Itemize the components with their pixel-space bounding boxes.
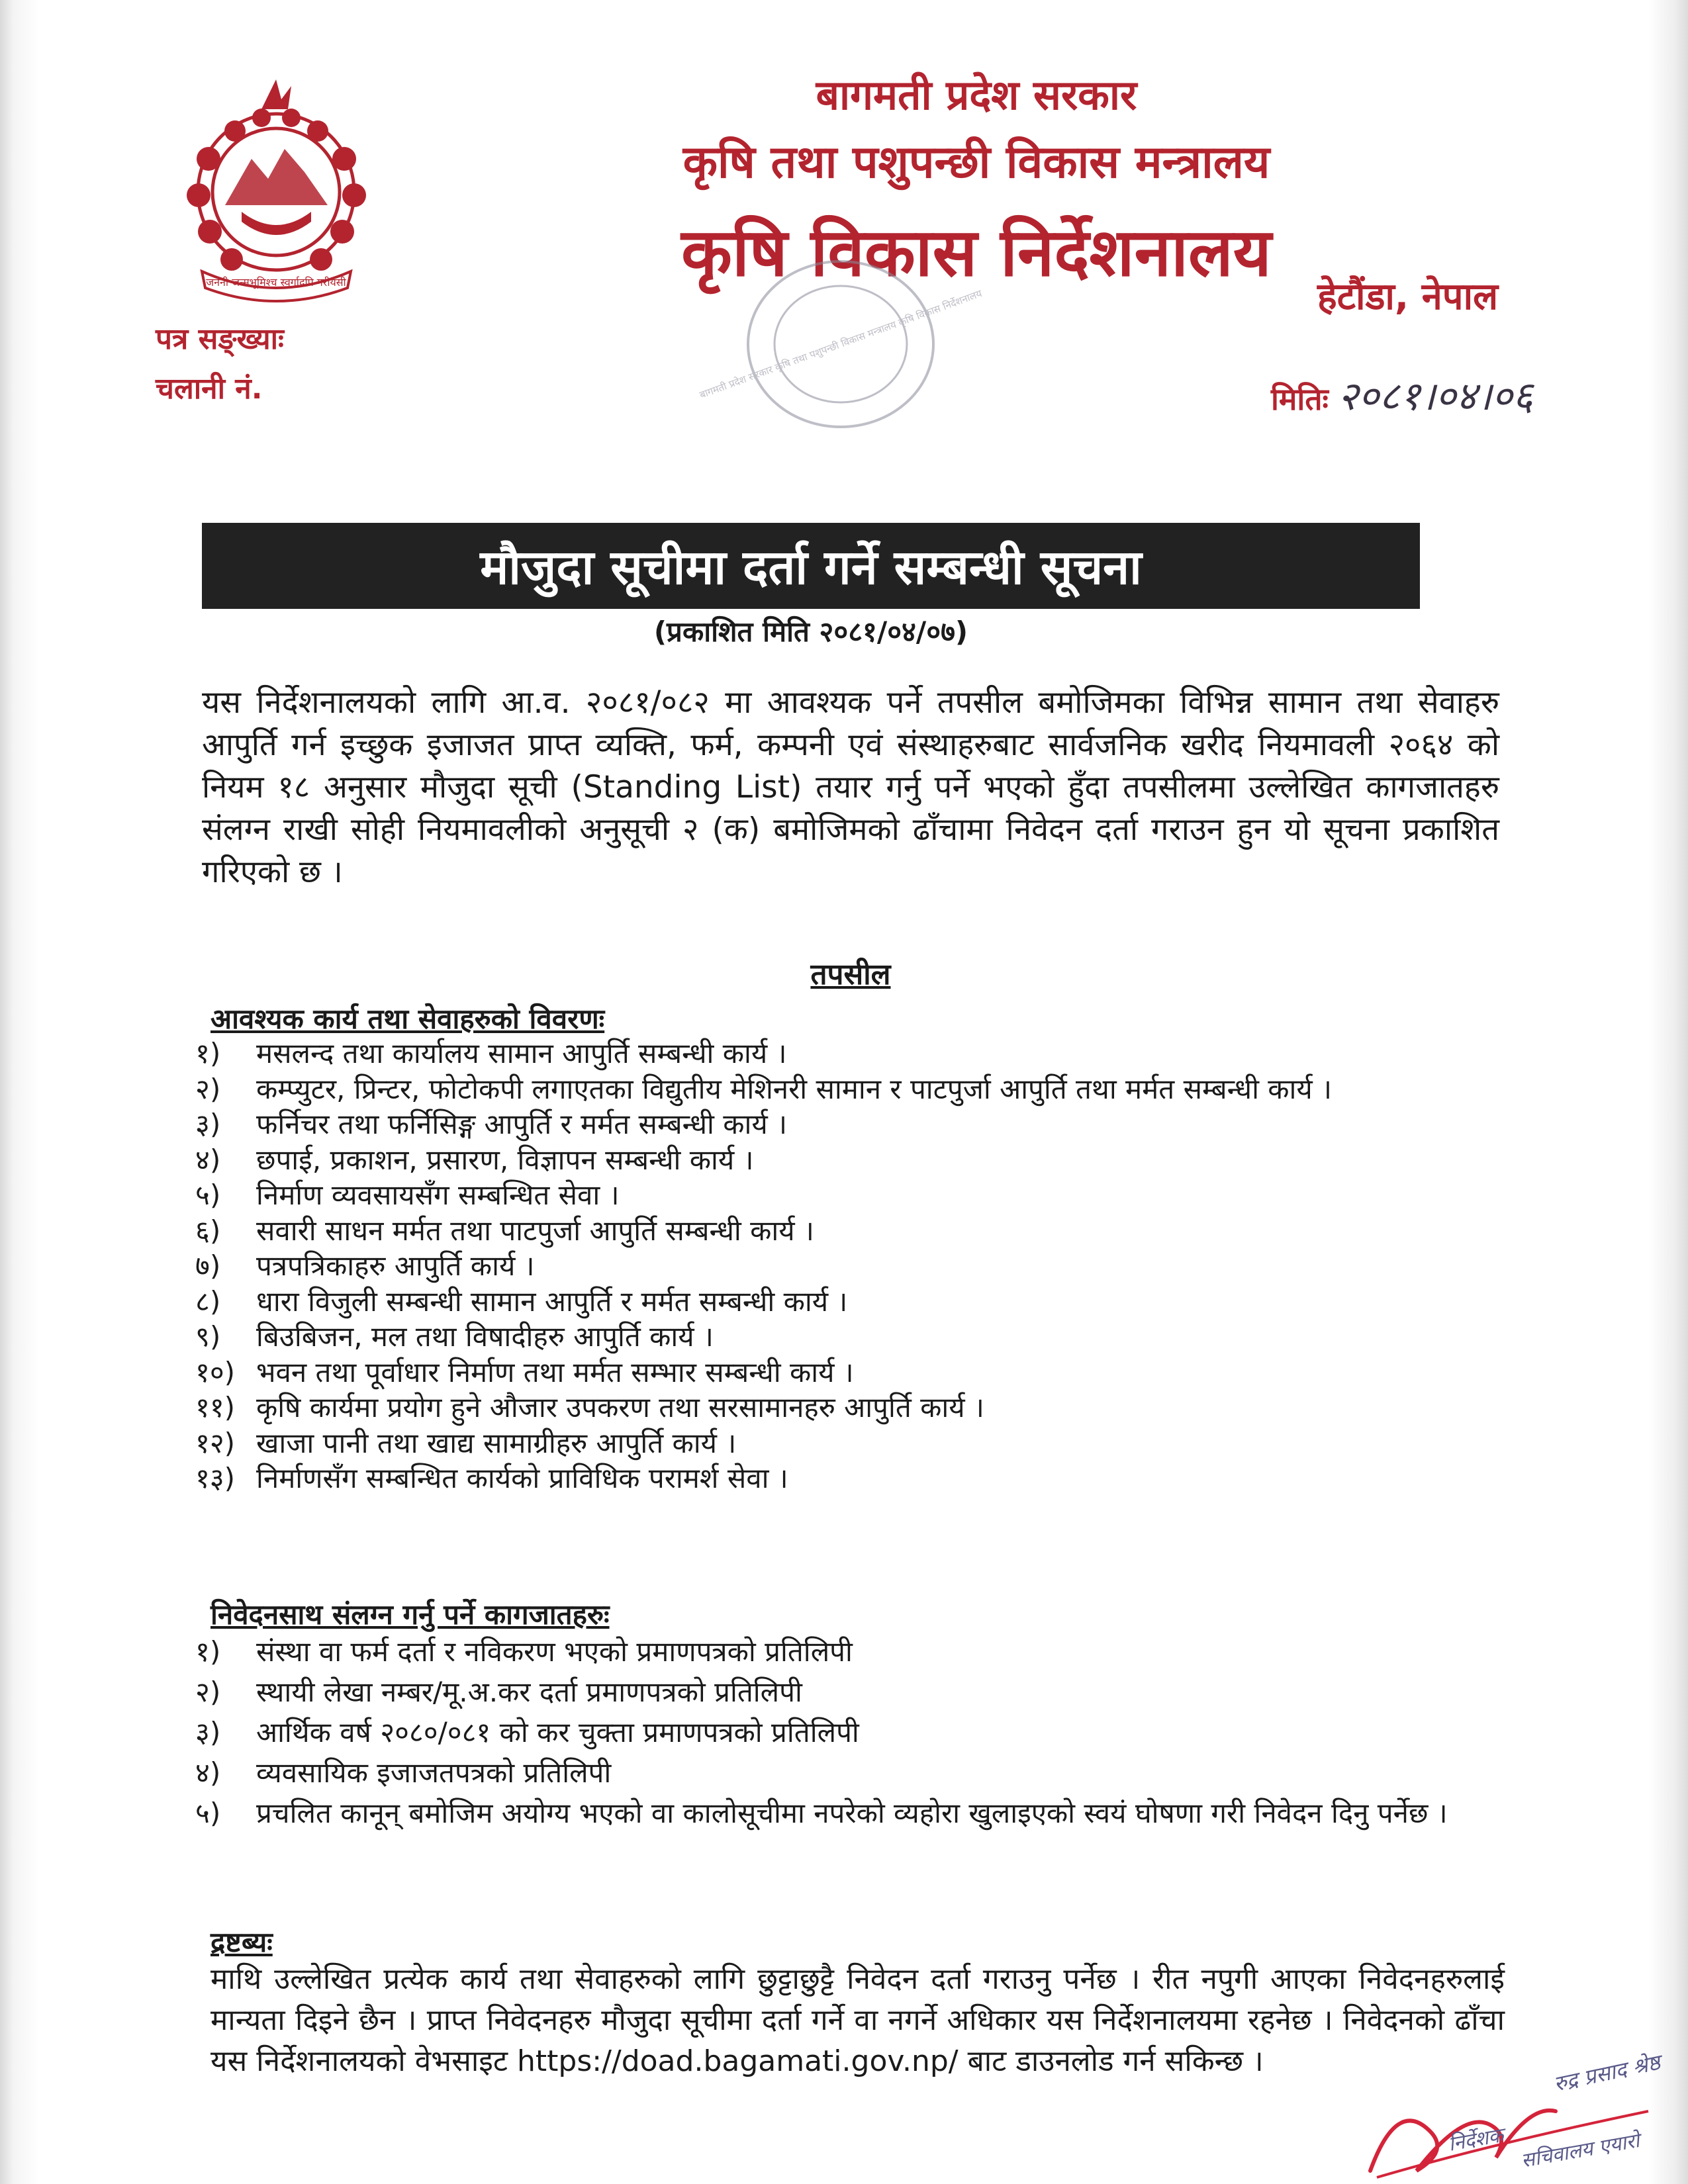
item-text: स्थायी लेखा नम्बर/मू.अ.कर दर्ता प्रमाणपत्रको प्रतिलिपी — [256, 1676, 802, 1708]
item-number: ३) — [195, 1108, 221, 1140]
intro-paragraph: यस निर्देशनालयको लागि आ.व. २०८१/०८२ मा आवश्यक पर्ने तपसील बमोजिमका विभिन्न सामान तथा सेवाहरु आपुर्ति गर्न इच्छुक इजाजत प्राप्त व्यक्ति, फर्म, कम्पनी एवं संस्थाहरुबाट सार्वजनिक खरीद नियमावली २०६४ को नियम १८ अनुसार मौजुदा सूची (Standing List) तयार गर्नु पर्ने भएको हुँदा तपसीलमा उल्लेखित कागजातहरु संलग्न राखी सोही नियमावलीको अनुसूची २ (क) बमोजिमको ढाँचामा निवेदन दर्ता गराउन हुन यो सूचना प्रकाशित गरिएको छ । — [202, 684, 1499, 890]
note-heading: द्रष्टब्यः — [211, 1926, 273, 1958]
letter-number-label: पत्र सङ्ख्याः — [156, 322, 284, 356]
office-stamp — [698, 255, 984, 433]
tapsil-heading: तपसील — [810, 958, 891, 991]
item-number: ९) — [195, 1320, 221, 1353]
item-number: १) — [195, 1037, 221, 1069]
item-text: बिउबिजन, मल तथा विषादीहरु आपुर्ति कार्य । — [256, 1320, 714, 1353]
date-label: मितिः — [1271, 381, 1329, 417]
item-number: २) — [195, 1676, 221, 1708]
item-number: ६) — [195, 1214, 221, 1247]
header-directorate: कृषि विकास निर्देशनालय — [681, 214, 1272, 291]
item-text: खाजा पानी तथा खाद्य सामाग्रीहरु आपुर्ति कार्य । — [256, 1426, 737, 1459]
nepal-emblem-logo — [162, 73, 391, 301]
item-text: पत्रपत्रिकाहरु आपुर्ति कार्य । — [256, 1250, 535, 1282]
dispatch-number-label: चलानी नं. — [156, 372, 263, 406]
stamp-text: बागमती प्रदेश सरकार कृषि तथा पशुपन्छी विकास मन्त्रालय कृषि विकास निर्देशनालय — [698, 287, 984, 401]
list-item — [195, 1071, 1513, 1107]
item-number: १) — [195, 1635, 221, 1668]
list-item — [195, 1355, 1513, 1390]
item-text: प्रचलित कानून् बमोजिम अयोग्य भएको वा कालोसूचीमा नपरेको व्यहोरा खुलाइएको स्वयं घोषणा गरी निवेदन दिनु पर्नेछ । — [256, 1797, 1448, 1829]
signature-name: रुद्र प्रसाद श्रेष्ठ — [1551, 2049, 1663, 2097]
list-item — [195, 1712, 1513, 1752]
list-item — [195, 1752, 1513, 1793]
header-government: बागमती प्रदेश सरकार — [816, 71, 1137, 119]
item-number: ४) — [195, 1756, 221, 1789]
list-item — [195, 1793, 1513, 1833]
note-paragraph: माथि उल्लेखित प्रत्येक कार्य तथा सेवाहरुको लागि छुट्टाछुट्टै निवेदन दर्ता गराउनु पर्नेछ । रीत नपुगी आएका निवेदनहरुलाई मान्यता दिइने छैन । प्राप्त निवेदनहरु मौजुदा सूचीमा दर्ता गर्ने वा नगर्ने अधिकार यस निर्देशनालयमा रहनेछ । निवेदनको ढाँचा यस निर्देशनालयको वेभसाइट https://doad.bagamati.gov.np/ बाट डाउनलोड गर्न सकिन्छ । — [211, 1962, 1505, 2078]
item-text: संस्था वा फर्म दर्ता र नविकरण भएको प्रमाणपत्रको प्रतिलिपी — [256, 1635, 853, 1668]
item-text: मसलन्द तथा कार्यालय सामान आपुर्ति सम्बन्धी कार्य । — [256, 1037, 787, 1069]
item-text: निर्माण व्यवसायसँग सम्बन्धित सेवा । — [256, 1179, 620, 1211]
list-item — [195, 1036, 1513, 1071]
notice-title-banner — [202, 523, 1420, 609]
works-heading: आवश्यक कार्य तथा सेवाहरुको विवरणः — [211, 1003, 605, 1035]
item-text: आर्थिक वर्ष २०८०/०८१ को कर चुक्ता प्रमाणपत्रको प्रतिलिपी — [256, 1716, 859, 1749]
item-text: कम्प्युटर, प्रिन्टर, फोटोकपी लगाएतका विद्युतीय मेशिनरी सामान र पाटपुर्जा आपुर्ति तथा मर्मत सम्बन्धी कार्य । — [256, 1072, 1333, 1105]
item-text: छपाई, प्रकाशन, प्रसारण, विज्ञापन सम्बन्धी कार्य । — [256, 1143, 754, 1176]
item-number: ३) — [195, 1716, 221, 1749]
list-item — [195, 1426, 1513, 1461]
item-number: २) — [195, 1072, 221, 1105]
list-item — [195, 1284, 1513, 1320]
date-value-handwritten: २०८१।०४।०६ — [1337, 373, 1533, 420]
notice-title: मौजुदा सूचीमा दर्ता गर्ने सम्बन्धी सूचना — [480, 539, 1142, 595]
list-item — [195, 1177, 1513, 1213]
date-line — [1271, 367, 1533, 422]
item-number: ५) — [195, 1179, 221, 1211]
emblem-motto: जननी जन्मभूमिश्च स्वर्गादपि गरीयसी — [206, 276, 346, 289]
list-item — [195, 1213, 1513, 1249]
item-text: कृषि कार्यमा प्रयोग हुने औजार उपकरण तथा सरसामानहरु आपुर्ति कार्य । — [256, 1391, 984, 1424]
item-number: ११) — [195, 1391, 236, 1424]
item-text: धारा विजुली सम्बन्धी सामान आपुर्ति र मर्मत सम्बन्धी कार्य । — [256, 1285, 848, 1318]
documents-heading: निवेदनसाथ संलग्न गर्नु पर्ने कागजातहरुः — [211, 1598, 610, 1631]
list-item — [195, 1461, 1513, 1496]
signature-title: निर्देशक — [1446, 2123, 1505, 2156]
item-text: भवन तथा पूर्वाधार निर्माण तथा मर्मत सम्भार सम्बन्धी कार्य । — [256, 1355, 854, 1388]
list-item — [195, 1631, 1513, 1672]
list-item — [195, 1672, 1513, 1712]
item-number: ४) — [195, 1143, 221, 1176]
header-location: हेटौंडा, नेपाल — [1317, 275, 1499, 318]
works-list — [195, 1036, 1513, 1496]
list-item — [195, 1142, 1513, 1178]
signature-extra: सचिवालय एयारो — [1519, 2129, 1642, 2173]
documents-list — [195, 1631, 1513, 1833]
item-number: १२) — [195, 1426, 236, 1459]
item-text: फर्निचर तथा फर्निसिङ्ग आपुर्ति र मर्मत सम्बन्धी कार्य । — [256, 1108, 788, 1140]
header-ministry: कृषि तथा पशुपन्छी विकास मन्त्रालय — [682, 136, 1270, 189]
item-number: ८) — [195, 1285, 221, 1318]
item-text: सवारी साधन मर्मत तथा पाटपुर्जा आपुर्ति सम्बन्धी कार्य । — [256, 1214, 814, 1247]
item-number: ७) — [195, 1250, 221, 1282]
item-text: व्यवसायिक इजाजतपत्रको प्रतिलिपी — [256, 1756, 612, 1789]
handwritten-signature — [1357, 2049, 1663, 2184]
item-number: १०) — [195, 1355, 236, 1388]
list-item — [195, 1107, 1513, 1142]
item-number: ५) — [195, 1797, 221, 1829]
list-item — [195, 1319, 1513, 1355]
item-text: निर्माणसँग सम्बन्धित कार्यको प्राविधिक परामर्श सेवा । — [256, 1462, 788, 1494]
item-number: १३) — [195, 1462, 236, 1494]
list-item — [195, 1390, 1513, 1426]
list-item — [195, 1248, 1513, 1284]
published-date: (प्रकाशित मिति २०८१/०४/०७) — [653, 615, 968, 648]
